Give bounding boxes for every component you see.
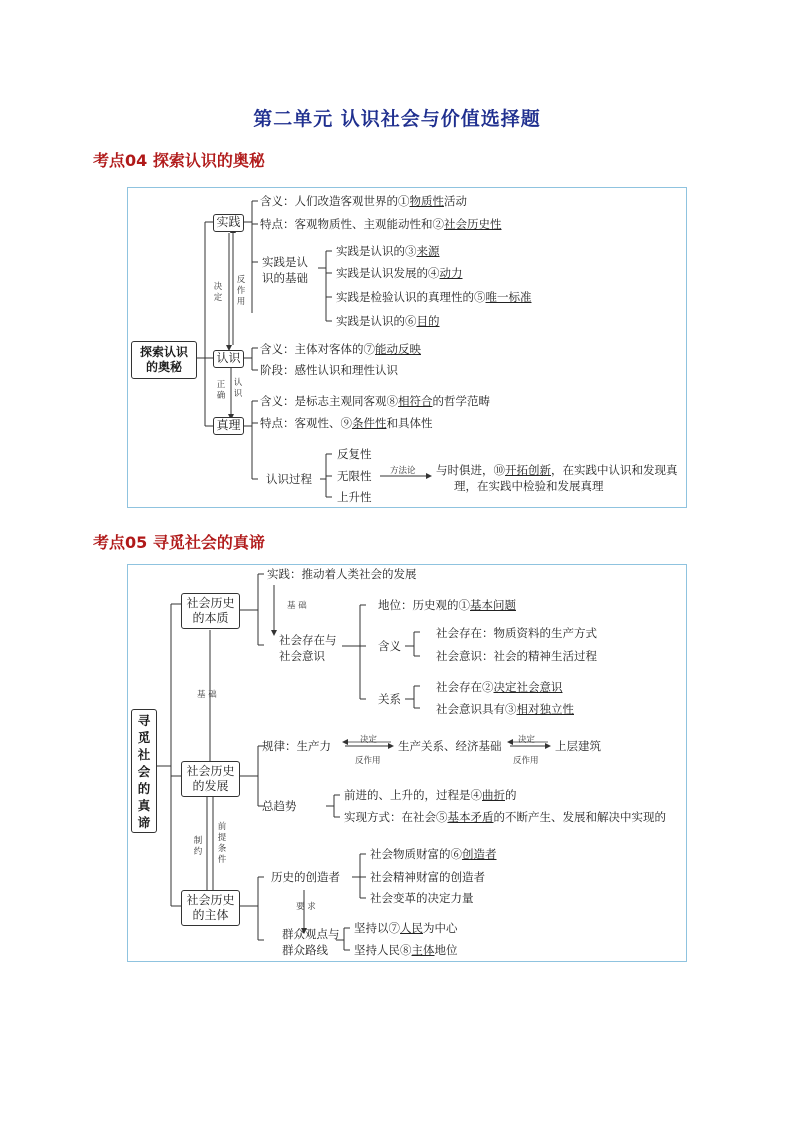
node-history-subject: 社会历史 的主体 [181, 890, 240, 926]
meaning-social-existence: 社会存在：物质资料的生产方式 [436, 626, 597, 640]
meaning-social-consciousness: 社会意识：社会的精神生活过程 [436, 649, 597, 663]
label-meaning: 含义 [378, 639, 401, 653]
history-creators: 历史的创造者 [271, 870, 340, 884]
status-basic-question: 地位：历史观的①基本问题 [378, 598, 516, 612]
root-node-explore-cognition: 探索认识 的奥秘 [131, 341, 197, 379]
relation-decides: 社会存在②决定社会意识 [436, 680, 563, 694]
basis-purpose: 实践是认识的⑥目的 [336, 314, 440, 328]
basis-motive: 实践是认识发展的④动力 [336, 266, 463, 280]
section-heading-04: 考点04 探索认识的奥秘 [93, 151, 265, 170]
node-history-essence: 社会历史 的本质 [181, 593, 240, 629]
law-productive-forces: 规律：生产力 [262, 739, 331, 753]
truth-definition: 含义：是标志主观同客观⑧相符合的哲学范畴 [260, 394, 490, 408]
process-repetitive: 反复性 [337, 447, 372, 461]
node-history-development: 社会历史 的发展 [181, 761, 240, 797]
practice-basis-label: 实践是认 识的基础 [262, 255, 308, 285]
cognition-definition: 含义：主体对客体的⑦能动反映 [260, 342, 421, 356]
section-heading-05: 考点05 寻觅社会的真谛 [93, 533, 265, 552]
label-decides: 决定 [213, 282, 223, 303]
label-restrict: 制 约 [193, 836, 203, 857]
masses-people-centered: 坚持以⑦人民为中心 [354, 921, 458, 935]
methodology-line-1: 与时俱进，⑩开拓创新，在实践中认识和发现真 [436, 463, 678, 477]
label-react-1: 反作用 [355, 756, 381, 766]
label-require: 要 求 [296, 902, 316, 912]
label-react-2: 反作用 [513, 756, 539, 766]
production-relations: 生产关系、经济基础 [398, 739, 502, 753]
basis-source: 实践是认识的③来源 [336, 244, 440, 258]
label-premise: 前 提 条 件 [217, 822, 227, 865]
label-decide-2: 决定 [518, 735, 536, 745]
cognition-stages: 阶段：感性认识和理性认识 [260, 363, 398, 377]
trend-progress: 前进的、上升的，过程是④曲折的 [344, 788, 517, 802]
page-title: 第二单元 认识社会与价值选择题 [253, 108, 541, 130]
label-basis-1: 基 础 [287, 601, 307, 611]
label-reacts: 反作用 [236, 275, 246, 307]
process-ascending: 上升性 [337, 490, 372, 504]
superstructure: 上层建筑 [555, 739, 601, 753]
methodology-line-2: 理，在实践中检验和发展真理 [454, 479, 604, 493]
label-relation: 关系 [378, 692, 401, 706]
label-basis-2: 基 础 [197, 690, 217, 700]
relation-independence: 社会意识具有③相对独立性 [436, 702, 574, 716]
practice-definition: 含义：人们改造客观世界的①物质性活动 [260, 194, 467, 208]
existence-consciousness: 社会存在与 社会意识 [279, 633, 337, 663]
label-decide-1: 决定 [360, 735, 378, 745]
node-cognition: 认识 [213, 350, 244, 368]
node-truth: 真理 [213, 417, 244, 435]
label-cognize: 认识 [233, 378, 243, 399]
root-node-social-truth: 寻 觅 社 会 的 真 谛 [131, 709, 157, 833]
practice-drives-society: 实践：推动着人类社会的发展 [267, 567, 417, 581]
basis-criterion: 实践是检验认识的真理性的⑤唯一标准 [336, 290, 532, 304]
practice-features: 特点：客观物质性、主观能动性和②社会历史性 [260, 217, 502, 231]
creator-material: 社会物质财富的⑥创造者 [370, 847, 497, 861]
cognition-process: 认识过程 [266, 472, 312, 486]
label-general-trend: 总趋势 [262, 799, 297, 813]
process-infinite: 无限性 [337, 469, 372, 483]
label-correct: 正确 [216, 380, 226, 401]
trend-realization: 实现方式：在社会⑤基本矛盾的不断产生、发展和解决中实现的 [344, 810, 666, 824]
creator-spiritual: 社会精神财富的创造者 [370, 870, 485, 884]
node-practice: 实践 [213, 214, 244, 232]
creator-reform: 社会变革的决定力量 [370, 891, 474, 905]
masses-subject-status: 坚持人民⑧主体地位 [354, 943, 458, 957]
truth-features: 特点：客观性、⑨条件性和具体性 [260, 416, 433, 430]
masses-viewpoint-line: 群众观点与 群众路线 [282, 927, 340, 957]
label-methodology: 方法论 [390, 466, 416, 476]
